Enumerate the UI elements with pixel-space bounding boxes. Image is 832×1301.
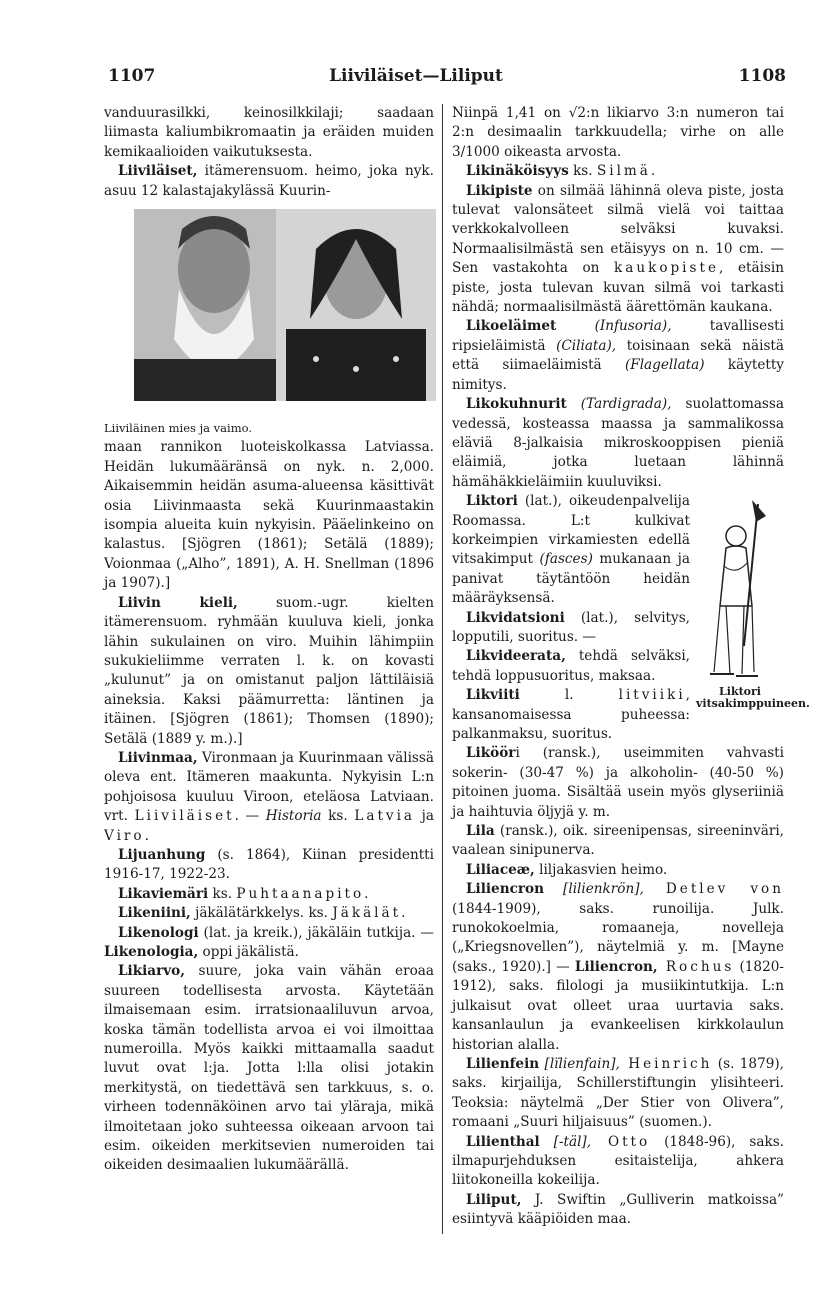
entry-liivin-kieli: Liivin kieli, suom.-ugr. kielten itämerensuom. ryhmään kuuluva kieli, jonka lähin sukulainen on viro. Muihin lähimpiin sukukieliimme verraten l. k. on kovasti „kulunut” ja on omistanut paljon lättiläisiä aineksia. Kaksi päämurretta: läntinen ja itäinen. [Sjögren (1861); Thomsen (1890); Setälä (1889 y. m.).] — [104, 594, 434, 747]
woman-photo — [276, 209, 436, 401]
page-number-left: 1107 — [108, 66, 156, 86]
column-rule — [442, 104, 443, 1234]
entry-likvideerata: Likvideerata, tehdä selväksi, tehdä loppusuoritus, maksaa. — [452, 648, 690, 684]
lictor-figure — [696, 496, 810, 722]
photo-caption: Liiviläinen mies ja vaimo. — [104, 421, 252, 436]
entry-likokuhnurit: Likokuhnurit (Tardigrada), suolattomassa vedessä, kosteassa maassa ja sammalikossa eläviä 8-jalkaisia mikroskooppisen pieniä eläimiä, jotka luetaan lähinnä hämähäkkieläimiin kuuluviksi. — [452, 396, 784, 490]
entry-continuation: vanduurasilkki, keinosilkkilaji; saadaan liimasta kaliumbikromaatin ja eräiden muiden kemikaalioiden vaikutuksesta. — [104, 105, 434, 160]
entry-likiarvo: Likiarvo, suure, joka vain vähän eroaa suureen todellisesta arvosta. Käytetään ilmaisemaan esim. irratsionaaliluvun arvoa, koska tämän todellista arvoa ei voi ilmoittaa numeroilla. Myös kaikki mittaamalla saadut luvut ovat l:ja. Jotta l:lla olisi jotakin merkitystä, on tiedettävä sen tarkkuus, s. o. virheen todennäköinen arvo tai yläraja, mikä ilmoitetaan joko suhteessa oikeaan arvoon tai esim. oikeiden merkitsevien numeroiden tai oikeiden desimaalien lukumäärällä. — [104, 963, 434, 1174]
entry-likeniini: Likeniini, jäkälätärkkelys. ks. Jäkälät. — [118, 905, 406, 922]
entry-lilienthal: Lilienthal [-täl], Otto (1848-96), saks. ilmapurjehduksen esitaistelija, ahkera liitokoneilla kokeilija. — [452, 1133, 784, 1189]
entry-lila: Lila (ransk.), oik. sireenipensas, sireeninväri, vaalean sinipunerva. — [452, 823, 784, 859]
running-title: Liiviläiset—Liliput — [329, 66, 503, 86]
entry-liivilaiset-continued: maan rannikon luoteiskolkassa Latviassa. Heidän lukumääränsä on nyk. n. 2,000. Aikaisemmin heidän asuma-alueensa käsittivät osia Liivinmaasta sekä Kuurinmaastakin isompia alueita kuin nykyisin. Pääelinkeino on kalastus. [Sjögren (1861); Setälä (1889); Voionmaa („Alho”, 1891), A. H. Snellman (1896 ja 1907).] — [104, 439, 434, 592]
man-photo — [134, 209, 294, 401]
photo-figure — [104, 209, 434, 419]
entry-likvidatsioni: Likvidatsioni (lat.), selvitys, lopputili, suoritus. — — [452, 609, 690, 645]
entry-likenologi: Likenologi (lat. ja kreik.), jäkäläin tutkija. — Likenologia, oppi jäkälistä. — [104, 924, 434, 960]
page-number-right: 1108 — [738, 66, 786, 86]
entry-lilienfein: Lilienfein [lïlienfain], Heinrich (s. 1879), saks. kirjailija, Schillerstiftungin ylisihteeri. Teoksia: näytelmä „Der Stier von Olivera”, romaani „Suuri hiljaisuus” (suomen.). — [452, 1055, 785, 1131]
entry-likoelaimet: Likoeläimet (Infusoria), tavallisesti ripsieläimistä (Ciliata), toisinaan sekä näistä että siimaeläimistä (Flagellata) käytetty nimitys. — [452, 318, 784, 393]
entry-liliaceae: Liliaceæ, liljakasvien heimo. — [466, 861, 668, 878]
right-column — [452, 104, 810, 1230]
page-header — [0, 66, 832, 96]
entry-liivilaiset: Liiviläiset, itämerensuom. heimo, joka nyk. asuu 12 kalastajakylässä Kuurin- — [104, 163, 434, 199]
entry-liliencron: Liliencron [lilienkrön], Detlev von (1844-1909), saks. runoilija. Julk. runokokoelmia, romaaneja, novelleja („Kriegsnovellen”), näytelmiä y. m. [Mayne (saks., 1920).] — Liliencron, Rochus (1820-1912), saks. filologi ja musiikintutkija. L:n julkaisut ovat olleet uraa uurtavia saks. kansanlaulun ja evankeelisen kirkkolaulun historian alalla. — [452, 881, 784, 1053]
figure-caption: Liktori vitsakimppuineen. — [696, 685, 810, 711]
entry-liktori: Liktori (lat.), oikeudenpalvelija Roomassa. L:t kulkivat korkeimpien virkamiesten edellä vitsakimput (fasces) mukanaan ja panivat täytäntöön heidän määräyksensä. — [452, 493, 690, 607]
entry-likviiti: Likviiti l. litviiki, kansanomaisessa puheessa: palkanmaksu, suoritus. — [452, 687, 690, 742]
entry-continuation-right: Niinpä 1,41 on √2:n likiarvo 3:n numeron tai 2:n desimaalin tarkkuudella; virhe on alle 3/1000 oikeasta arvosta. — [452, 105, 784, 160]
entry-lijuanhung: Lijuanhung (s. 1864), Kiinan presidentti 1916-17, 1922-23. — [104, 846, 434, 883]
entry-liliput: Liliput, J. Swiftin „Gulliverin matkoissa” esiintyvä kääpiöiden maa. — [452, 1191, 784, 1228]
left-column — [104, 104, 434, 1176]
entry-likaviemari: Likaviemäri ks. Puhtaanapito. — [118, 885, 369, 902]
entry-likinakoisyys: Likinäköisyys ks. Silmä. — [466, 163, 656, 180]
entry-liivinmaa: Liivinmaa, Vironmaan ja Kuurinmaan välissä oleva ent. Itämeren maakunta. Nykyisin L:n pohjoisosa kuuluu Viroon, eteläosa Latviaan. vrt. Liiviläiset. — Historia ks. Latvia ja Viro. — [104, 749, 434, 844]
entry-likipiste: Likipiste on silmää lähinnä oleva piste, josta tulevat valonsäteet silmä vielä voi taittaa verkkokalvolleen selväksi kuvaksi. Normaalisilmästä sen etäisyys on n. 10 cm. — Sen vastakohta on kaukopiste, etäisin piste, josta tulevan kuvan silmä voi tarkasti nähdä; normaalisilmästä äärettömän kaukana. — [452, 182, 784, 316]
entry-likoori: Likööri (ransk.), useimmiten vahvasti sokerin- (30-47 %) ja alkoholin- (40-50 %) pitoinen juoma. Sisältää usein myös glyseriiniä ja haihtuvia öljyjä y. m. — [452, 745, 784, 820]
